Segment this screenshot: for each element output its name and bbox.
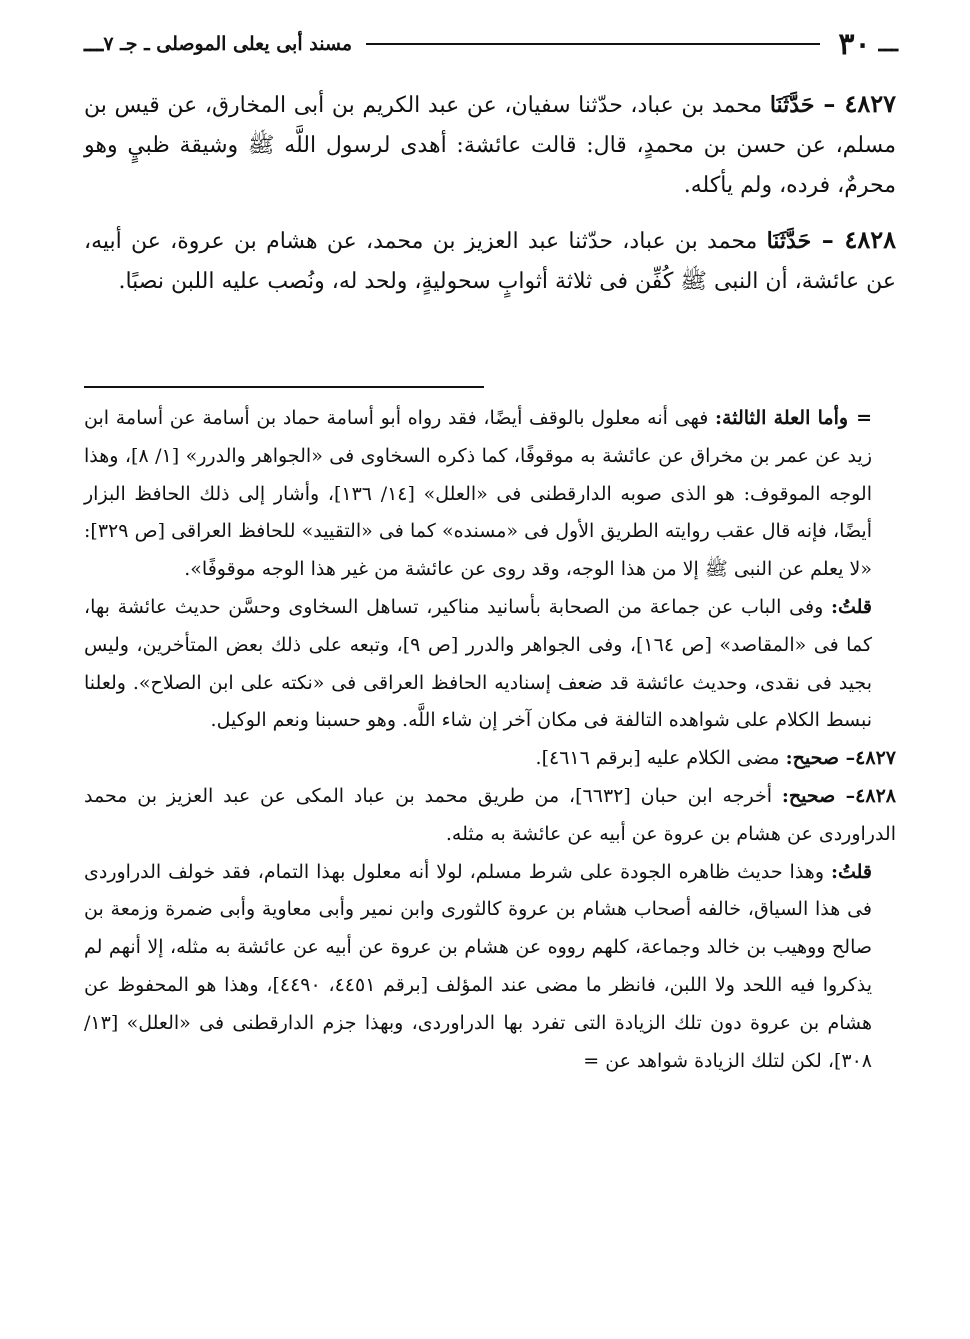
note-4828 <box>84 778 896 854</box>
hadith-keyword: حَدَّثَنَا <box>769 92 815 118</box>
footnotes <box>84 400 896 1080</box>
hadith-4828 <box>84 220 896 302</box>
hadith-4827 <box>84 84 896 206</box>
note-grade: – صحيح: <box>785 747 856 770</box>
note-text: مضى الكلام عليه [برقم ٤٦١٦]. <box>535 747 786 770</box>
book-title: مسند أبى يعلى الموصلى ـ جـ ٧ <box>103 33 353 55</box>
hadith-text: محمد بن عباد، حدّثنا عبد العزيز بن محمد، عن هشام بن عروة، عن أبيه، عن عائشة، أن النبى ﷺ كُفِّن فى ثلاثة أثوابٍ سحوليةٍ، ولحد له، ونُصب عليه اللبن نصبًا. <box>84 229 896 294</box>
hadith-keyword: حَدَّثَنَا <box>766 228 812 254</box>
continuation-mark: = <box>856 407 872 429</box>
note-text: وفى الباب عن جماعة من الصحابة بأسانيد مناكير، تساهل السخاوى وحسَّن حديث عائشة بها، كما فى «المقاصد» [ص ١٦٤]، وفى الجواهر والدرر [ص ٩]، وتبعه على ذلك بعض المتأخرين، وليس بجيد فى نقدى، وحديث عائشة قد ضعف إسناديه الحافظ العراقى فى «نكته على ابن الصلاح». ولعلنا نبسط الكلام على شواهده التالفة فى مكان آخر إن شاء اللَّه. وهو حسبنا ونعم الوكيل. <box>84 595 872 732</box>
note-qultu-2 <box>84 854 896 1081</box>
note-text: فهى أنه معلول بالوقف أيضًا، فقد رواه أبو أسامة حماد بن أسامة عن أسامة ابن زيد عن عمر بن مخراق عن عائشة به موقوفًا، كما ذكره السخاوى فى «الجواهر والدرر» [١/ ٨]، وهذا الوجه الموقوف: هو الذى صوبه الدارقطنى فى «العلل» [١٤/ ١٣٦]، وأشار إلى ذلك الحافظ البزار أيضًا، فإنه قال عقب روايته الطريق الأول فى «مسنده» كما فى «التقييد» للحافظ العراقى [ص ٣٢٩]: «لا يعلم عن النبى ﷺ إلا من هذا الوجه، وقد روى عن عائشة من غير هذا الوجه موقوفًا». <box>84 407 872 581</box>
note-third-defect <box>84 400 896 589</box>
note-grade: – صحيح: <box>781 784 856 807</box>
header-rule <box>366 43 820 45</box>
note-qultu-1 <box>84 589 896 740</box>
note-heading: قلتُ: <box>830 860 872 883</box>
main-text <box>84 84 896 316</box>
note-number: ٤٨٢٨ <box>855 784 896 807</box>
note-text: أخرجه ابن حبان [٦٦٣٢]، من طريق محمد بن عباد المكى عن عبد العزيز بن محمد الدراوردى عن هشام بن عروة عن أبيه عن عائشة به مثله. <box>84 784 896 845</box>
hadith-separator: – <box>811 225 845 254</box>
header-dash-left: ـــ <box>84 31 104 57</box>
hadith-separator: – <box>814 89 845 118</box>
note-heading: وأما العلة الثالثة: <box>715 407 849 429</box>
note-4827 <box>84 740 896 778</box>
hadith-number: ٤٨٢٧ <box>844 89 896 118</box>
page-number: ٣٠ <box>838 26 871 62</box>
hadith-number: ٤٨٢٨ <box>844 225 896 254</box>
note-text: وهذا حديث ظاهره الجودة على شرط مسلم، لولا أنه معلول بهذا التمام، فقد خولف الدراوردى فى هذا السياق، خالفه أصحاب هشام بن عروة كالثورى وابن نمير وأبى معاوية وأبى ضمرة وزمعة بن صالح ووهيب بن خالد وجماعة، كلهم رووه عن هشام بن عروة عن أبيه عن عائشة به مثله، إلا أنهم لم يذكروا فيه اللحد ولا اللبن، فانظر ما مضى عند المؤلف [برقم ٤٤٥١، ٤٤٩٠]، وهذا هو المحفوظ عن هشام بن عروة دون تلك الزيادة التى تفرد بها الدراوردى، وبهذا جزم الدارقطنى فى «العلل» [١٣/ ٣٠٨]، لكن لتلك الزيادة شواهد عن = <box>84 860 873 1072</box>
header-dash-right: ـــ <box>878 31 898 57</box>
hadith-text: محمد بن عباد، حدّثنا سفيان، عن عبد الكريم بن أبى المخارق، عن قيس بن مسلم، عن حسن بن محمدٍ، قال: قالت عائشة: أهدى لرسول اللَّه ﷺ وشيقة ظبيٍ وهو محرمٌ، فرده، ولم يأكله. <box>84 93 896 198</box>
running-header <box>76 24 898 64</box>
footnote-divider <box>84 386 484 388</box>
note-heading: قلتُ: <box>830 595 872 618</box>
note-number: ٤٨٢٧ <box>855 747 896 770</box>
